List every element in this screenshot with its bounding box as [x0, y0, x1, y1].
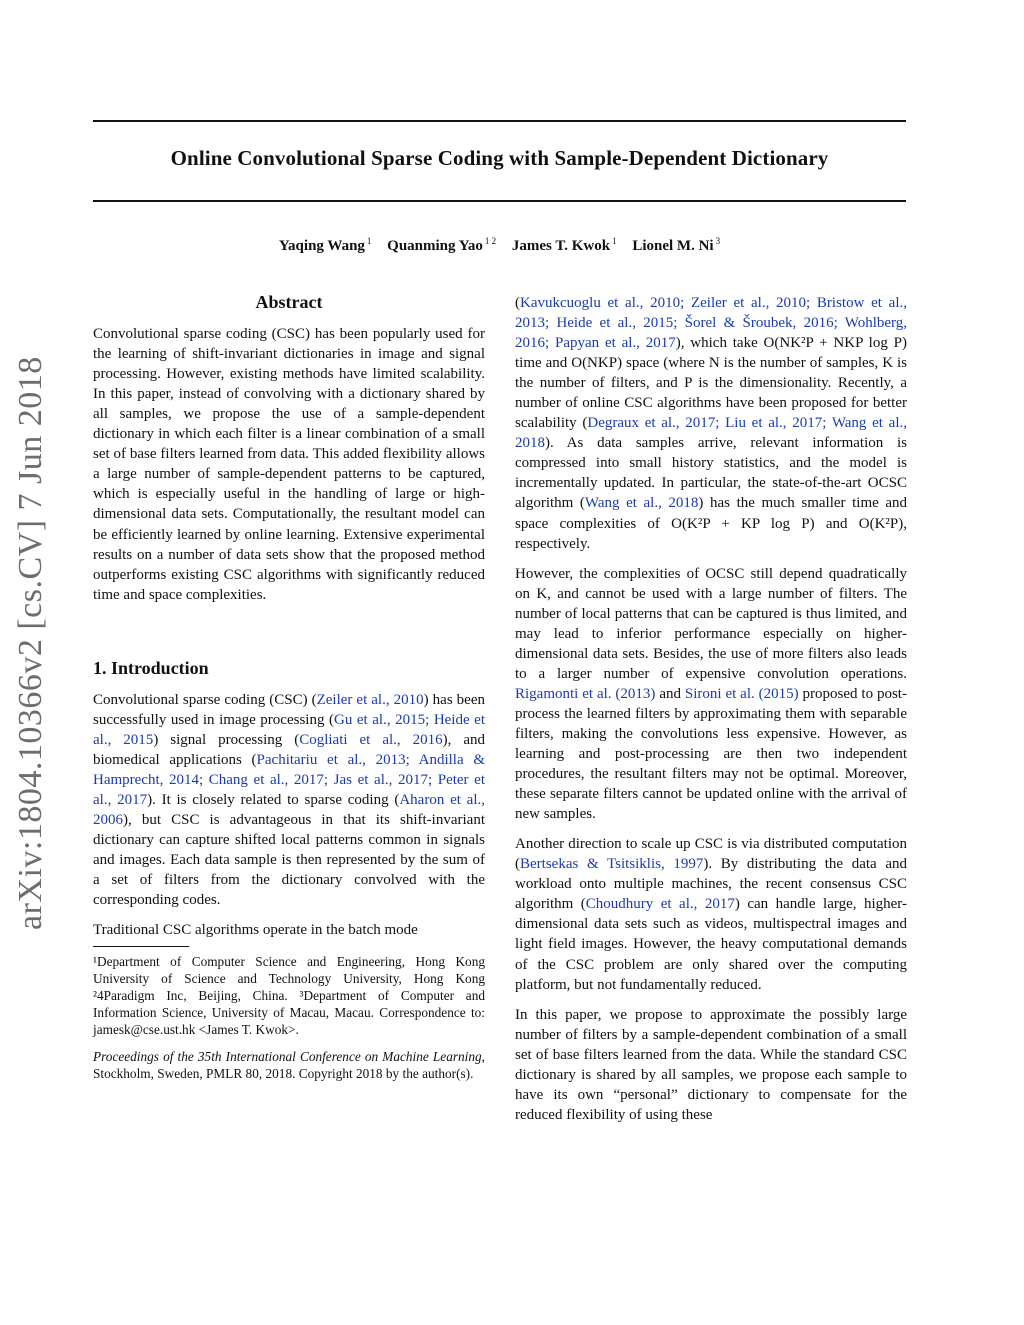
citation-link[interactable]: Wang et al., 2018 — [584, 495, 699, 512]
intro-paragraph-2: Traditional CSC algorithms operate in the batch mode — [93, 922, 418, 939]
citation-link[interactable]: Pachitariu et al., 2013; Andilla & Hamprecht, 2014; Chang et al., 2017; Jas et al., 2017; Peter et al., 2017 — [93, 751, 485, 808]
right-paragraph-1 — [515, 293, 907, 554]
citation-link[interactable]: Gu et al., 2015; Heide et al., 2015 — [93, 711, 486, 748]
abstract-text: Convolutional sparse coding (CSC) has been popularly used for the learning of shift-invariant dictionaries in image and signal processing. However, existing methods have limited scalability. In this paper, instead of convolving with a dictionary shared by all samples, we propose the use of a sample-dependent dictionary in which each filter is a linear combination of a small set of base filters learned from data. This added flexibility allows a large number of sample-dependent patterns to be captured, which is especially useful in the handling of large or high-dimensional data sets. Computationally, the resultant model can be efficiently learned by online learning. Extensive experimental results on a number of data sets show that the proposed method outperforms existing CSC algorithms with significantly reduced time and space complexities. — [93, 326, 485, 603]
right-paragraph-2 — [515, 564, 907, 825]
text-run: ) can handle large, higher-dimensional data sets such as videos, multispectral images and light field images. However, the heavy computational demands of the CSC problem are only shared over the computing platform, but not fundamentally reduced. — [515, 896, 907, 993]
text-run: ) signal processing ( — [153, 731, 300, 748]
citation-link[interactable]: Cogliati et al., 2016 — [299, 731, 443, 748]
section-heading-introduction: 1. Introduction — [93, 657, 209, 678]
abstract-heading: Abstract — [255, 292, 323, 312]
author-list — [93, 236, 906, 255]
author: Lionel M. Ni $^3$ — [632, 236, 721, 254]
citation-link[interactable]: Aharon et al., 2006 — [93, 791, 485, 829]
text-run: Another direction to scale up CSC is via distributed computation ( — [515, 836, 907, 873]
text-run: ), but CSC is advantageous in that its shift-invariant dictionary can capture shifted local patterns common in signals and images. Each data sample is then represented by the sum of a set of filters from the dictionary convolved with the corresponding codes. — [93, 812, 485, 909]
citation-link[interactable]: Kavukcuoglu et al., 2010; Zeiler et al., 2010; Bristow et al., 2013; Heide et al., 2015; Šorel & Šroubek, 2016; Wohlberg, 2016; Papyan et al., 2017 — [515, 295, 907, 352]
text-run: proposed to post-process the learned filters by approximating them with separable filters, making the convolutions less expensive. However, as learning and post-processing are then two independent procedures, the resultant filters may not be optimal. Moreover, these separate filters cannot be updated online with the arrival of new samples. — [515, 685, 907, 823]
right-column — [515, 293, 907, 1125]
citation-link[interactable]: Rigamonti et al. (2013) — [515, 685, 656, 702]
title-rule-top — [93, 120, 906, 122]
citation-link[interactable]: Choudhury et al., 2017 — [585, 896, 735, 913]
text-run: ). It is closely related to sparse coding ( — [147, 791, 400, 808]
text-run: ( — [515, 295, 520, 311]
left-column — [93, 292, 485, 1082]
citation-link[interactable]: Sironi et al. (2015) — [684, 685, 799, 702]
arxiv-identifier: arXiv:1804.10366v2 [cs.CV] 7 Jun 2018 — [12, 356, 49, 930]
text-run: Convolutional sparse coding (CSC) ( — [93, 691, 317, 708]
right-paragraph-3 — [515, 834, 907, 994]
intro-paragraph-1 — [93, 690, 485, 911]
footnote-rule — [93, 946, 189, 947]
footnote-affiliations: ¹Department of Computer Science and Engineering, Hong Kong University of Science and Technology University, Hong Kong ²4Paradigm Inc, Beijing, China. ³Department of Computer and Information Science, University of Macau, Macau. Correspondence to: jamesk@cse.ust.hk <James T. Kwok>. — [93, 954, 485, 1038]
author: James T. Kwok $^1$ — [511, 236, 617, 254]
citation-link[interactable]: Zeiler et al., 2010 — [316, 691, 424, 708]
citation-link[interactable]: Bertsekas & Tsitsiklis, 1997 — [520, 856, 704, 873]
text-run: ). As data samples arrive, relevant information is compressed into small history statistics, and the model is incrementally updated. In particular, the state-of-the-art OCSC algorithm ( — [515, 435, 907, 512]
author: Yaqing Wang $^1$ — [278, 236, 372, 254]
footnote-proceedings: Proceedings of the 35th International Conference on Machine Learning, Stockholm, Sweden, PMLR 80, 2018. Copyright 2018 by the author(s). — [93, 1049, 485, 1082]
title-rule-bottom — [93, 200, 906, 202]
text-run: and — [655, 685, 685, 702]
text-run: ), which take O(NK²P + NKP log P) time and O(NKP) space (where N is the number of samples, K is the number of filters, and P is the dimensionality. Recently, a number of online CSC algorithms have been proposed for better scalability ( — [515, 335, 907, 432]
right-paragraph-4: In this paper, we propose to approximate the possibly large number of filters by a sample-dependent combination of a small set of base filters learned from the data. While the standard CSC dictionary is shared by all samples, we propose each sample to have its own “personal” dictionary to compensate for the reduced flexibility of using these — [515, 1006, 907, 1123]
text-run: However, the complexities of OCSC still depend quadratically on K, and cannot be used with a large number of filters. The number of local patterns that can be captured is thus limited, and may lead to inferior performance especially on higher-dimensional data sets. Besides, the use of more filters also leads to a larger number of expensive convolution operations. — [515, 565, 907, 682]
paper-title: Online Convolutional Sparse Coding with Sample-Dependent Dictionary — [170, 146, 829, 170]
text-run: ). By distributing the data and workload onto multiple machines, the recent consensus CSC algorithm ( — [515, 856, 907, 913]
author: Quanming Yao $^{1 2}$ — [387, 236, 497, 254]
text-run: ), and biomedical applications ( — [93, 731, 486, 768]
citation-link[interactable]: Degraux et al., 2017; Liu et al., 2017; Wang et al., 2018 — [515, 415, 907, 452]
text-run: ) has been successfully used in image processing ( — [93, 691, 485, 728]
text-run: ) has the much smaller time and space complexities of O(K²P + KP log P) and O(K²P), respectively. — [515, 495, 908, 552]
footnote — [93, 953, 485, 1082]
